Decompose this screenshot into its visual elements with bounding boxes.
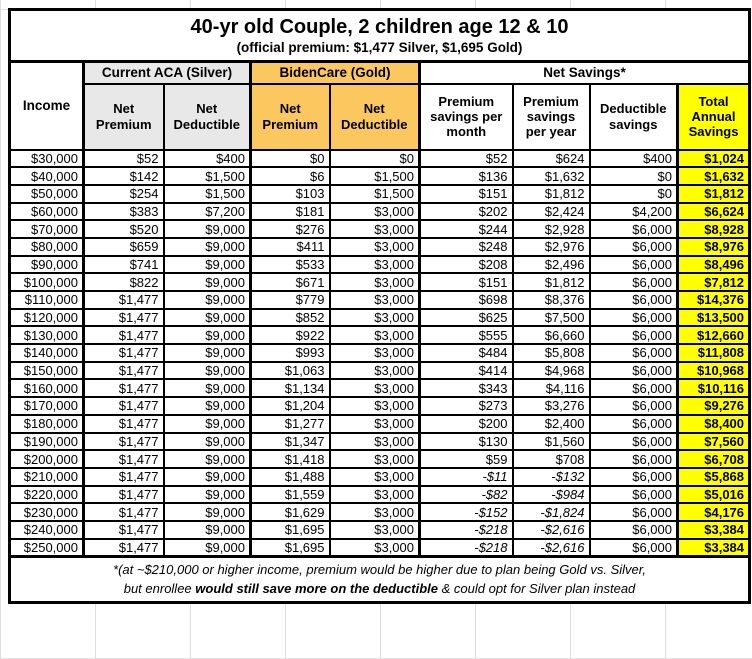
cell-income[interactable]: $80,000 (10, 238, 84, 256)
cell-premium-savings-per-year[interactable]: $2,976 (513, 238, 590, 256)
cell-gold-net-deductible[interactable]: $3,000 (330, 486, 420, 504)
cell-silver-net-premium[interactable]: $1,477 (84, 309, 164, 327)
cell-premium-savings-per-year[interactable]: -$1,824 (513, 503, 590, 521)
cell-silver-net-deductible[interactable]: $9,000 (164, 344, 251, 362)
cell-gold-net-premium[interactable]: $6 (251, 167, 330, 185)
cell-premium-savings-per-year[interactable]: $1,812 (513, 185, 590, 203)
cell-deductible-savings[interactable]: $6,000 (590, 256, 678, 274)
cell-silver-net-deductible[interactable]: $9,000 (164, 256, 251, 274)
cell-income[interactable]: $250,000 (10, 539, 84, 557)
cell-premium-savings-per-month[interactable]: $484 (420, 344, 513, 362)
cell-total-annual-savings[interactable]: $1,812 (678, 185, 750, 203)
table-row (10, 379, 750, 397)
cell-silver-net-premium[interactable]: $383 (84, 203, 164, 221)
cell-premium-savings-per-year[interactable]: $6,660 (513, 326, 590, 344)
table-row (10, 326, 750, 344)
cell-deductible-savings[interactable]: $6,000 (590, 397, 678, 415)
cell-premium-savings-per-year[interactable]: $1,632 (513, 167, 590, 185)
cell-total-annual-savings[interactable]: $6,624 (678, 203, 750, 221)
cell-income[interactable]: $230,000 (10, 503, 84, 521)
cell-silver-net-premium[interactable]: $1,477 (84, 486, 164, 504)
cell-gold-net-deductible[interactable]: $3,000 (330, 379, 420, 397)
table-subtitle: (official premium: $1,477 Silver, $1,695 Gold) (236, 39, 523, 55)
cell-gold-net-deductible[interactable]: $3,000 (330, 203, 420, 221)
cell-gold-net-premium[interactable]: $922 (251, 326, 330, 344)
cell-deductible-savings[interactable]: $6,000 (590, 362, 678, 380)
cell-silver-net-premium[interactable]: $1,477 (84, 503, 164, 521)
cell-premium-savings-per-year[interactable]: -$984 (513, 486, 590, 504)
cell-income[interactable]: $160,000 (10, 379, 84, 397)
column-header-gold-net-deductible[interactable]: Net Deductible (330, 84, 420, 150)
column-header-silver-net-deductible[interactable]: Net Deductible (164, 84, 251, 150)
cell-silver-net-deductible[interactable]: $9,000 (164, 379, 251, 397)
table-row (10, 203, 750, 221)
cell-premium-savings-per-month[interactable]: $625 (420, 309, 513, 327)
cell-income[interactable]: $180,000 (10, 415, 84, 433)
cell-income[interactable]: $50,000 (10, 185, 84, 203)
cell-premium-savings-per-year[interactable]: -$2,616 (513, 521, 590, 539)
spreadsheet-area (8, 8, 751, 604)
cell-silver-net-premium[interactable]: $1,477 (84, 415, 164, 433)
cell-silver-net-premium[interactable]: $1,477 (84, 326, 164, 344)
cell-gold-net-deductible[interactable]: $3,000 (330, 291, 420, 309)
cell-income[interactable]: $240,000 (10, 521, 84, 539)
cell-premium-savings-per-year[interactable]: $1,560 (513, 433, 590, 451)
cell-total-annual-savings[interactable]: $3,384 (678, 521, 750, 539)
cell-total-annual-savings[interactable]: $6,708 (678, 450, 750, 468)
cell-silver-net-premium[interactable]: $1,477 (84, 291, 164, 309)
cell-silver-net-premium[interactable]: $1,477 (84, 521, 164, 539)
cell-premium-savings-per-month[interactable]: $343 (420, 379, 513, 397)
cell-premium-savings-per-month[interactable]: $244 (420, 220, 513, 238)
cell-premium-savings-per-year[interactable]: $8,376 (513, 291, 590, 309)
cell-gold-net-deductible[interactable]: $3,000 (330, 238, 420, 256)
table-row (10, 291, 750, 309)
cell-silver-net-premium[interactable]: $52 (84, 150, 164, 168)
cell-silver-net-premium[interactable]: $1,477 (84, 344, 164, 362)
cell-silver-net-premium[interactable]: $254 (84, 185, 164, 203)
cell-income[interactable]: $30,000 (10, 150, 84, 168)
cell-silver-net-deductible[interactable]: $9,000 (164, 450, 251, 468)
cell-gold-net-deductible[interactable]: $3,000 (330, 503, 420, 521)
cell-gold-net-premium[interactable]: $993 (251, 344, 330, 362)
table-row (10, 167, 750, 185)
table-row (10, 503, 750, 521)
cell-gold-net-deductible[interactable]: $3,000 (330, 468, 420, 486)
cell-total-annual-savings[interactable]: $10,116 (678, 379, 750, 397)
cell-total-annual-savings[interactable]: $14,376 (678, 291, 750, 309)
cell-gold-net-premium[interactable]: $1,695 (251, 539, 330, 557)
cell-deductible-savings[interactable]: $6,000 (590, 309, 678, 327)
cell-premium-savings-per-month[interactable]: $136 (420, 167, 513, 185)
cell-premium-savings-per-year[interactable]: $2,400 (513, 415, 590, 433)
cell-silver-net-deductible[interactable]: $9,000 (164, 539, 251, 557)
cell-premium-savings-per-year[interactable]: $2,424 (513, 203, 590, 221)
cell-premium-savings-per-month[interactable]: $52 (420, 150, 513, 168)
cell-income[interactable]: $70,000 (10, 220, 84, 238)
cell-gold-net-premium[interactable]: $103 (251, 185, 330, 203)
cell-gold-net-premium[interactable]: $1,559 (251, 486, 330, 504)
cell-total-annual-savings[interactable]: $5,868 (678, 468, 750, 486)
cell-premium-savings-per-month[interactable]: -$11 (420, 468, 513, 486)
cell-premium-savings-per-year[interactable]: $3,276 (513, 397, 590, 415)
cell-gold-net-deductible[interactable]: $3,000 (330, 415, 420, 433)
cell-income[interactable]: $40,000 (10, 167, 84, 185)
table-row (10, 344, 750, 362)
cell-silver-net-premium[interactable]: $1,477 (84, 397, 164, 415)
cell-gold-net-premium[interactable]: $1,418 (251, 450, 330, 468)
table-body (10, 150, 750, 557)
cell-silver-net-deductible[interactable]: $400 (164, 150, 251, 168)
cell-silver-net-deductible[interactable]: $1,500 (164, 185, 251, 203)
cell-deductible-savings[interactable]: $6,000 (590, 291, 678, 309)
table-row (10, 362, 750, 380)
cell-silver-net-premium[interactable]: $1,477 (84, 539, 164, 557)
cell-silver-net-premium[interactable]: $142 (84, 167, 164, 185)
cell-gold-net-deductible[interactable]: $3,000 (330, 326, 420, 344)
cell-total-annual-savings[interactable]: $4,176 (678, 503, 750, 521)
cell-silver-net-deductible[interactable]: $9,000 (164, 291, 251, 309)
table-row (10, 433, 750, 451)
cell-gold-net-premium[interactable]: $533 (251, 256, 330, 274)
title-block[interactable] (10, 10, 750, 62)
group-header-net-savings[interactable]: Net Savings* (420, 62, 750, 84)
cell-gold-net-premium[interactable]: $0 (251, 150, 330, 168)
cell-gold-net-deductible[interactable]: $3,000 (330, 539, 420, 557)
cell-deductible-savings[interactable]: $6,000 (590, 486, 678, 504)
cell-silver-net-deductible[interactable]: $9,000 (164, 433, 251, 451)
table-row (10, 450, 750, 468)
cell-gold-net-deductible[interactable]: $3,000 (330, 450, 420, 468)
cell-premium-savings-per-month[interactable]: $698 (420, 291, 513, 309)
cell-premium-savings-per-month[interactable]: $151 (420, 185, 513, 203)
cell-gold-net-premium[interactable]: $276 (251, 220, 330, 238)
table-row (10, 521, 750, 539)
cell-silver-net-premium[interactable]: $1,477 (84, 433, 164, 451)
cell-total-annual-savings[interactable]: $5,016 (678, 486, 750, 504)
cell-total-annual-savings[interactable]: $9,276 (678, 397, 750, 415)
cell-deductible-savings[interactable]: $6,000 (590, 503, 678, 521)
cell-gold-net-premium[interactable]: $1,063 (251, 362, 330, 380)
cell-gold-net-premium[interactable]: $1,134 (251, 379, 330, 397)
cell-silver-net-deductible[interactable]: $9,000 (164, 397, 251, 415)
group-header-current-aca-silver[interactable]: Current ACA (Silver) (84, 62, 251, 84)
cell-premium-savings-per-month[interactable]: $273 (420, 397, 513, 415)
cell-silver-net-deductible[interactable]: $9,000 (164, 503, 251, 521)
cell-premium-savings-per-month[interactable]: -$82 (420, 486, 513, 504)
cell-gold-net-deductible[interactable]: $3,000 (330, 362, 420, 380)
cell-income[interactable]: $200,000 (10, 450, 84, 468)
cell-silver-net-deductible[interactable]: $9,000 (164, 220, 251, 238)
cell-deductible-savings[interactable]: $6,000 (590, 220, 678, 238)
cell-premium-savings-per-year[interactable]: $5,808 (513, 344, 590, 362)
footnote-bold-segment: would still save more on the deductible (195, 581, 438, 597)
cell-income[interactable]: $120,000 (10, 309, 84, 327)
footnote-line-2: but enrollee would still save more on the deductible & could opt for Silver plan instead (123, 581, 636, 597)
cell-total-annual-savings[interactable]: $12,660 (678, 326, 750, 344)
cell-gold-net-deductible[interactable]: $3,000 (330, 433, 420, 451)
cell-gold-net-deductible[interactable]: $3,000 (330, 344, 420, 362)
cell-silver-net-premium[interactable]: $520 (84, 220, 164, 238)
cell-gold-net-deductible[interactable]: $0 (330, 150, 420, 168)
cell-premium-savings-per-month[interactable]: -$218 (420, 521, 513, 539)
cell-premium-savings-per-month[interactable]: $248 (420, 238, 513, 256)
cell-silver-net-premium[interactable]: $1,477 (84, 362, 164, 380)
cell-gold-net-premium[interactable]: $1,277 (251, 415, 330, 433)
cell-gold-net-deductible[interactable]: $3,000 (330, 256, 420, 274)
cell-income[interactable]: $220,000 (10, 486, 84, 504)
cell-premium-savings-per-month[interactable]: $130 (420, 433, 513, 451)
cell-silver-net-deductible[interactable]: $9,000 (164, 273, 251, 291)
cell-total-annual-savings[interactable]: $8,976 (678, 238, 750, 256)
column-header-silver-net-premium[interactable]: Net Premium (84, 84, 164, 150)
cell-total-annual-savings[interactable]: $11,808 (678, 344, 750, 362)
cell-premium-savings-per-month[interactable]: $414 (420, 362, 513, 380)
cell-gold-net-premium[interactable]: $1,695 (251, 521, 330, 539)
column-header-gold-net-premium[interactable]: Net Premium (251, 84, 330, 150)
cell-premium-savings-per-year[interactable]: $708 (513, 450, 590, 468)
cell-total-annual-savings[interactable]: $7,812 (678, 273, 750, 291)
cell-income[interactable]: $100,000 (10, 273, 84, 291)
cell-premium-savings-per-year[interactable]: $4,116 (513, 379, 590, 397)
cell-gold-net-premium[interactable]: $411 (251, 238, 330, 256)
table-row (10, 309, 750, 327)
table-row (10, 238, 750, 256)
cell-income[interactable]: $110,000 (10, 291, 84, 309)
cell-premium-savings-per-year[interactable]: $624 (513, 150, 590, 168)
cell-silver-net-premium[interactable]: $1,477 (84, 450, 164, 468)
cell-total-annual-savings[interactable]: $8,400 (678, 415, 750, 433)
table-row (10, 273, 750, 291)
cell-premium-savings-per-year[interactable]: -$2,616 (513, 539, 590, 557)
column-header-premium-savings-per-year[interactable]: Premium savings per year (513, 84, 590, 150)
cell-gold-net-premium[interactable]: $1,204 (251, 397, 330, 415)
cell-deductible-savings[interactable]: $6,000 (590, 521, 678, 539)
cell-deductible-savings[interactable]: $0 (590, 167, 678, 185)
cell-deductible-savings[interactable]: $6,000 (590, 238, 678, 256)
cell-total-annual-savings[interactable]: $7,560 (678, 433, 750, 451)
cell-gold-net-deductible[interactable]: $1,500 (330, 167, 420, 185)
cell-gold-net-deductible[interactable]: $3,000 (330, 273, 420, 291)
cell-gold-net-premium[interactable]: $1,629 (251, 503, 330, 521)
cell-silver-net-deductible[interactable]: $9,000 (164, 309, 251, 327)
table-row (10, 468, 750, 486)
cell-deductible-savings[interactable]: $6,000 (590, 344, 678, 362)
table-row (10, 486, 750, 504)
cell-income[interactable]: $210,000 (10, 468, 84, 486)
cell-gold-net-deductible[interactable]: $1,500 (330, 185, 420, 203)
table-row (10, 397, 750, 415)
cell-total-annual-savings[interactable]: $10,968 (678, 362, 750, 380)
cell-income[interactable]: $190,000 (10, 433, 84, 451)
cell-gold-net-premium[interactable]: $1,347 (251, 433, 330, 451)
table-title: 40-yr old Couple, 2 children age 12 & 10 (190, 15, 569, 38)
cell-silver-net-deductible[interactable]: $9,000 (164, 415, 251, 433)
cell-silver-net-premium[interactable]: $1,477 (84, 379, 164, 397)
column-header-premium-savings-per-month[interactable]: Premium savings per month (420, 84, 513, 150)
cell-silver-net-premium[interactable]: $822 (84, 273, 164, 291)
cell-premium-savings-per-year[interactable]: $7,500 (513, 309, 590, 327)
cell-gold-net-premium[interactable]: $671 (251, 273, 330, 291)
cell-total-annual-savings[interactable]: $1,632 (678, 167, 750, 185)
cell-income[interactable]: $140,000 (10, 344, 84, 362)
cell-silver-net-deductible[interactable]: $9,000 (164, 238, 251, 256)
cell-income[interactable]: $170,000 (10, 397, 84, 415)
cell-deductible-savings[interactable]: $0 (590, 185, 678, 203)
cell-silver-net-premium[interactable]: $659 (84, 238, 164, 256)
cell-deductible-savings[interactable]: $6,000 (590, 468, 678, 486)
column-header-total-annual-savings[interactable]: Total Annual Savings (678, 84, 750, 150)
cell-total-annual-savings[interactable]: $8,496 (678, 256, 750, 274)
cell-premium-savings-per-month[interactable]: $151 (420, 273, 513, 291)
table-row (10, 539, 750, 557)
cell-income[interactable]: $130,000 (10, 326, 84, 344)
cell-premium-savings-per-year[interactable]: $4,968 (513, 362, 590, 380)
cell-premium-savings-per-year[interactable]: $1,812 (513, 273, 590, 291)
cell-deductible-savings[interactable]: $6,000 (590, 273, 678, 291)
cell-deductible-savings[interactable]: $6,000 (590, 539, 678, 557)
cell-premium-savings-per-month[interactable]: $202 (420, 203, 513, 221)
cell-gold-net-premium[interactable]: $181 (251, 203, 330, 221)
cell-total-annual-savings[interactable]: $1,024 (678, 150, 750, 168)
cell-gold-net-premium[interactable]: $1,488 (251, 468, 330, 486)
cell-gold-net-deductible[interactable]: $3,000 (330, 309, 420, 327)
cell-silver-net-deductible[interactable]: $9,000 (164, 521, 251, 539)
cell-premium-savings-per-month[interactable]: -$152 (420, 503, 513, 521)
table-row (10, 220, 750, 238)
cell-silver-net-deductible[interactable]: $9,000 (164, 486, 251, 504)
cell-deductible-savings[interactable]: $6,000 (590, 433, 678, 451)
cell-total-annual-savings[interactable]: $3,384 (678, 539, 750, 557)
cell-total-annual-savings[interactable]: $13,500 (678, 309, 750, 327)
cell-deductible-savings[interactable]: $400 (590, 150, 678, 168)
cell-gold-net-deductible[interactable]: $3,000 (330, 521, 420, 539)
cell-premium-savings-per-year[interactable]: -$132 (513, 468, 590, 486)
cell-gold-net-premium[interactable]: $779 (251, 291, 330, 309)
cell-deductible-savings[interactable]: $6,000 (590, 450, 678, 468)
cell-silver-net-premium[interactable]: $1,477 (84, 468, 164, 486)
cell-income[interactable]: $90,000 (10, 256, 84, 274)
cell-gold-net-premium[interactable]: $852 (251, 309, 330, 327)
cell-deductible-savings[interactable]: $4,200 (590, 203, 678, 221)
cell-silver-net-premium[interactable]: $741 (84, 256, 164, 274)
cell-gold-net-deductible[interactable]: $3,000 (330, 220, 420, 238)
cell-premium-savings-per-month[interactable]: -$218 (420, 539, 513, 557)
cell-deductible-savings[interactable]: $6,000 (590, 326, 678, 344)
cell-premium-savings-per-month[interactable]: $555 (420, 326, 513, 344)
cell-premium-savings-per-year[interactable]: $2,496 (513, 256, 590, 274)
column-header-income[interactable]: Income (10, 62, 84, 150)
cell-silver-net-deductible[interactable]: $9,000 (164, 326, 251, 344)
table-row (10, 150, 750, 168)
cell-premium-savings-per-month[interactable]: $59 (420, 450, 513, 468)
premium-comparison-table (8, 8, 751, 604)
column-header-deductible-savings[interactable]: Deductible savings (590, 84, 678, 150)
footnote-line-1: *(at ~$210,000 or higher income, premium would be higher due to plan being Gold vs. Silver, (113, 561, 646, 577)
cell-gold-net-deductible[interactable]: $3,000 (330, 397, 420, 415)
cell-silver-net-deductible[interactable]: $1,500 (164, 167, 251, 185)
table-row (10, 256, 750, 274)
cell-silver-net-deductible[interactable]: $9,000 (164, 362, 251, 380)
cell-silver-net-deductible[interactable]: $7,200 (164, 203, 251, 221)
table-row (10, 185, 750, 203)
cell-premium-savings-per-month[interactable]: $200 (420, 415, 513, 433)
cell-income[interactable]: $60,000 (10, 203, 84, 221)
cell-income[interactable]: $150,000 (10, 362, 84, 380)
group-header-bidencare-gold[interactable]: BidenCare (Gold) (251, 62, 420, 84)
cell-premium-savings-per-month[interactable]: $208 (420, 256, 513, 274)
cell-silver-net-deductible[interactable]: $9,000 (164, 468, 251, 486)
cell-deductible-savings[interactable]: $6,000 (590, 415, 678, 433)
cell-deductible-savings[interactable]: $6,000 (590, 379, 678, 397)
cell-total-annual-savings[interactable]: $8,928 (678, 220, 750, 238)
footnote[interactable] (10, 556, 750, 602)
cell-premium-savings-per-year[interactable]: $2,928 (513, 220, 590, 238)
table-row (10, 415, 750, 433)
